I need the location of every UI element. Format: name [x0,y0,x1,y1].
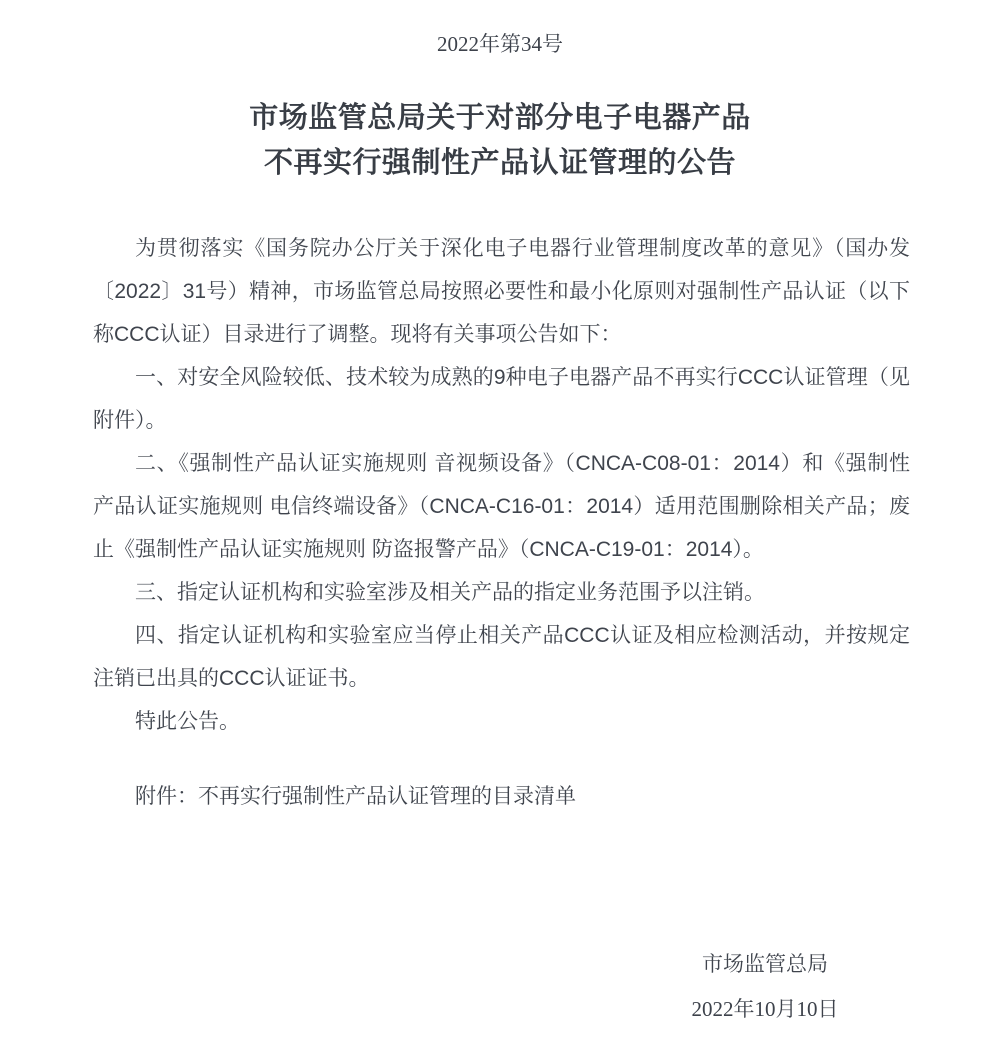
paragraph-intro: 为贯彻落实《国务院办公厅关于深化电子电器行业管理制度改革的意见》（国办发〔2022〕31号）精神，市场监管总局按照必要性和最小化原则对强制性产品认证（以下称CCC认证）目录进行了调整。现将有关事项公告如下： [93,237,910,346]
paragraph-item-3: 三、指定认证机构和实验室涉及相关产品的指定业务范围予以注销。 [135,581,765,604]
doc-title-line-2: 不再实行强制性产品认证管理的公告 [263,147,736,179]
document-body [0,227,1000,743]
paragraph-closing: 特此公告。 [135,710,240,733]
attachment-note: 附件：不再实行强制性产品认证管理的目录清单 [135,785,576,808]
paragraph-item-4: 四、指定认证机构和实验室应当停止相关产品CCC认证及相应检测活动，并按规定注销已出具的CCC认证证书。 [93,624,910,690]
signature-org: 市场监管总局 [702,953,828,976]
signature-block [650,943,880,1031]
paragraph-item-2: 二、《强制性产品认证实施规则 音视频设备》（CNCA-C08-01：2014）和《强制性产品认证实施规则 电信终端设备》（CNCA-C16-01：2014）适用范围删除相关产品；废止《强制性产品认证实施规则 防盗报警产品》（CNCA-C19-01：2014）。 [93,452,910,561]
paragraph-item-1: 一、对安全风险较低、技术较为成熟的9种电子电器产品不再实行CCC认证管理（见附件）。 [93,366,910,432]
signature-date: 2022年10月10日 [691,997,839,1021]
doc-title-line-1: 市场监管总局关于对部分电子电器产品 [249,102,751,134]
page-title [0,96,1000,186]
doc-number: 2022年第34号 [437,32,563,56]
